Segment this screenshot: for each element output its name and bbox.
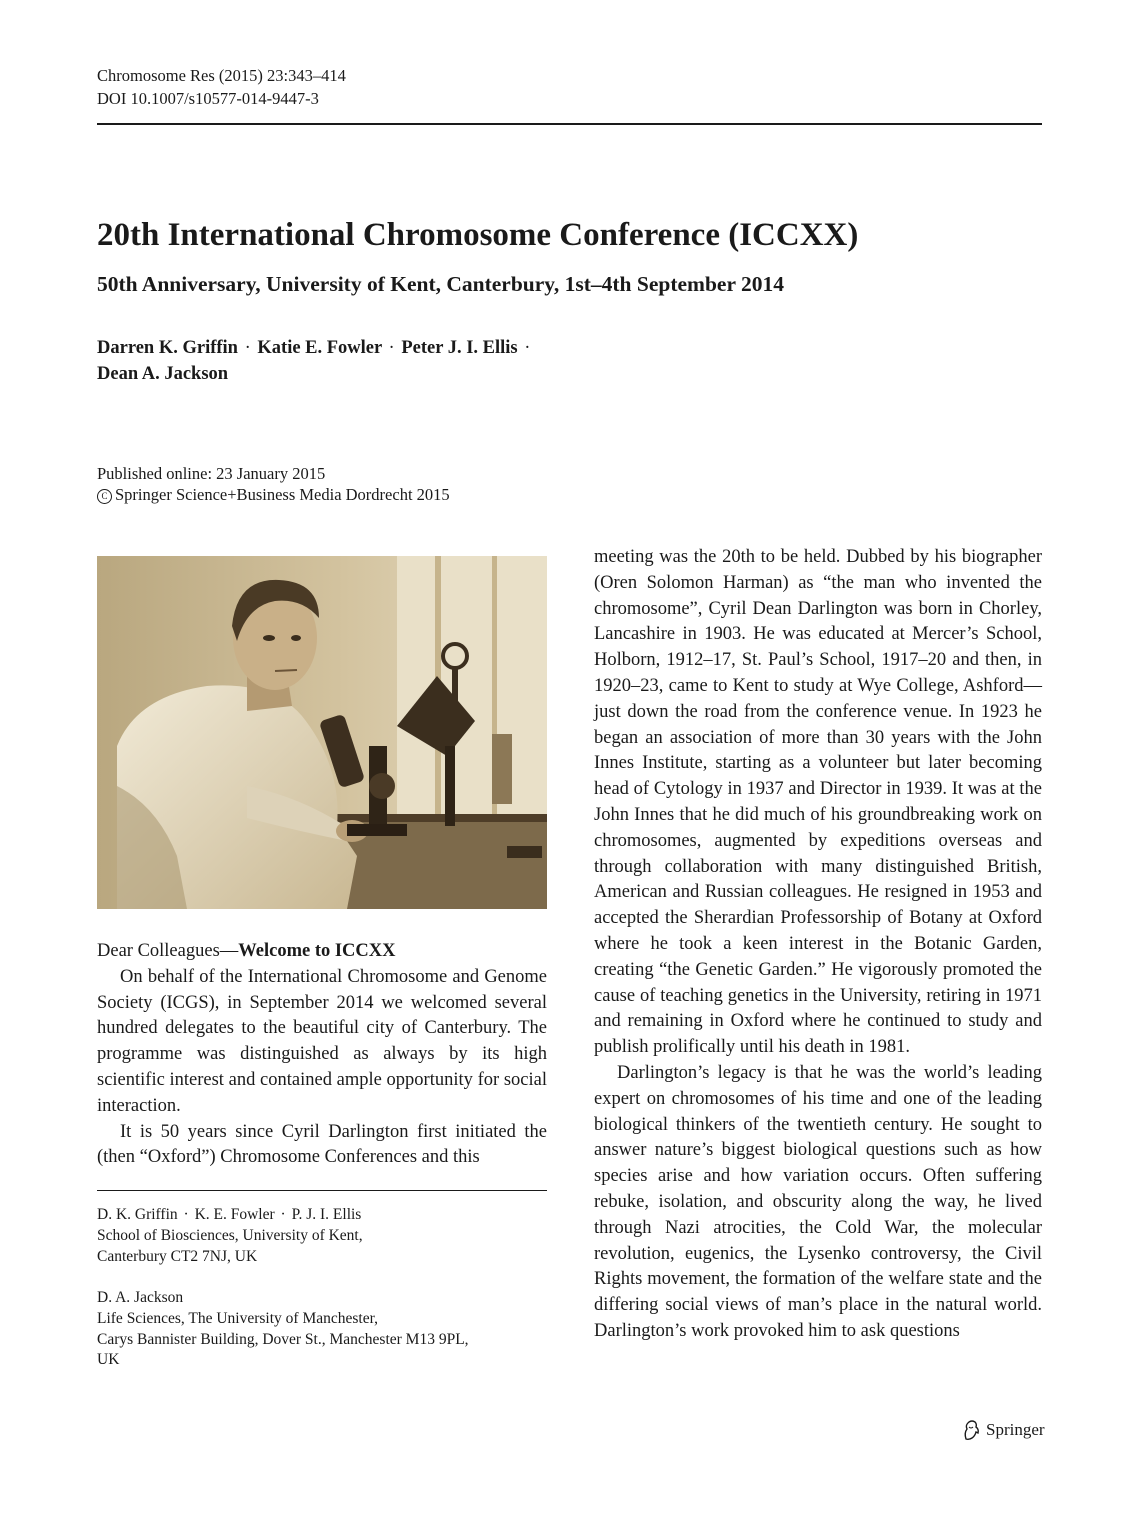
author-name: Katie E. Fowler [257, 338, 382, 358]
copyright-text: Springer Science+Business Media Dordrecht 2015 [115, 485, 450, 504]
author-separator: · [244, 338, 251, 358]
greeting-prefix: Dear Colleagues— [97, 941, 239, 961]
author-separator: · [388, 338, 395, 358]
author-list [97, 335, 532, 387]
affiliation-line: Carys Bannister Building, Dover St., Manchester M13 9PL, [97, 1330, 469, 1348]
paragraph: meeting was the 20th to be held. Dubbed by his biographer (Oren Solomon Harman) as “the man who invented the chromosome”, Cyril Dean Darlington was born in Chorley, Lancashire in 1903. He was educated at Mercer’s School, Holborn, 1912–17, St. Paul’s School, 1917–20 and then, in 1920–23, came to Kent to study at Wye College, Ashford—just down the road from the conference venue. In 1923 he began an association of more than 30 years with the John Innes Institute, starting as a volunteer but later becoming head of Cytology in 1937 and Director in 1939. It was at the John Innes that he did much of his groundbreaking work on chromosomes, augmented by expeditions overseas and through collaboration with many distinguished British, American and Russian colleagues. He resigned in 1953 and accepted the Sherardian Professorship of Botany at Oxford where he took a keen interest in the Botanic Garden, creating “the Genetic Garden.” He vigorously promoted the cause of teaching genetics in the University, retiring in 1971 and remaining in Oxford where he continued to study and publish prolifically until his death in 1981. [594, 547, 1042, 1058]
author-separator: · [524, 338, 531, 358]
author-name: Peter J. I. Ellis [401, 338, 518, 358]
author-separator: · [280, 1206, 286, 1223]
author-line-2 [97, 361, 532, 387]
affiliation-block [97, 1205, 547, 1267]
author-separator: · [183, 1206, 189, 1223]
photo-lab-object [507, 846, 542, 858]
article-title: 20th International Chromosome Conference (ICCXX) [97, 217, 859, 253]
journal-citation: Chromosome Res (2015) 23:343–414 [97, 66, 346, 85]
affiliation-name: K. E. Fowler [194, 1206, 275, 1223]
affiliation-names [97, 1205, 547, 1226]
photo-eye [263, 635, 275, 641]
greeting-bold: Welcome to ICCXX [238, 941, 396, 961]
article-subtitle: 50th Anniversary, University of Kent, Canterbury, 1st–4th September 2014 [97, 272, 784, 296]
header-rule [97, 123, 1042, 125]
publisher-name: Springer [986, 1420, 1045, 1439]
portrait-photo-icon [97, 556, 547, 909]
author-name: Darren K. Griffin [97, 338, 238, 358]
photo-lamp-rod [452, 666, 458, 726]
photo-eye [291, 635, 301, 641]
photo-lamp-stand [445, 746, 455, 826]
right-column [594, 545, 1042, 1345]
author-name: Dean A. Jackson [97, 364, 229, 384]
affiliation-line: School of Biosciences, University of Kent, [97, 1226, 363, 1244]
affiliation-name: D. A. Jackson [97, 1289, 184, 1306]
journal-meta [97, 64, 346, 110]
paragraph: It is 50 years since Cyril Darlington first initiated the (then “Oxford”) Chromosome Conferences and this [97, 1121, 547, 1168]
affiliation-block [97, 1288, 547, 1371]
published-date: Published online: 23 January 2015 [97, 464, 326, 483]
photo-mouth [275, 670, 297, 671]
publisher-logo [961, 1419, 1045, 1441]
springer-horse-icon [961, 1419, 981, 1441]
photo-lab-object [492, 734, 512, 804]
affiliation-name: P. J. I. Ellis [291, 1206, 362, 1223]
copyright-line [97, 484, 450, 505]
author-line-1 [97, 335, 532, 361]
greeting [97, 939, 547, 965]
darlington-portrait-photo [97, 556, 547, 909]
affiliation-name: D. K. Griffin [97, 1206, 178, 1223]
paragraph: Darlington’s legacy is that he was the world’s leading expert on chromosomes of his time and one of the leading biological thinkers of the twentieth century. He sought to answer nature’s biggest biological questions such as how species arise and how variation occurs. Often suffering rebuke, isolation, and obscurity along the way, he lived through Nazi atrocities, the Cold War, the molecular revolution, eugenics, the Lysenko controversy, the Civil Rights movement, the formation of the welfare state and the differing social views of man’s place in the natural world. Darlington’s work provoked him to ask questions [594, 1062, 1042, 1341]
footnote-rule [97, 1190, 547, 1191]
left-column [97, 939, 547, 1171]
affiliation-line: Life Sciences, The University of Manchester, [97, 1309, 379, 1327]
affiliation-line: Canterbury CT2 7NJ, UK [97, 1247, 258, 1265]
paragraph: On behalf of the International Chromosome and Genome Society (ICGS), in September 2014 we welcomed several hundred delegates to the beautiful city of Canterbury. The programme was distinguished as always by its high scientific interest and contained ample opportunity for social interaction. [97, 966, 547, 1116]
journal-doi: DOI 10.1007/s10577-014-9447-3 [97, 89, 319, 108]
affiliation-line: UK [97, 1351, 120, 1369]
photo-microscope-knob [369, 773, 395, 799]
publication-info [97, 463, 450, 505]
photo-microscope-base [347, 824, 407, 836]
copyright-icon: C [97, 489, 112, 504]
photo-window [397, 556, 547, 826]
